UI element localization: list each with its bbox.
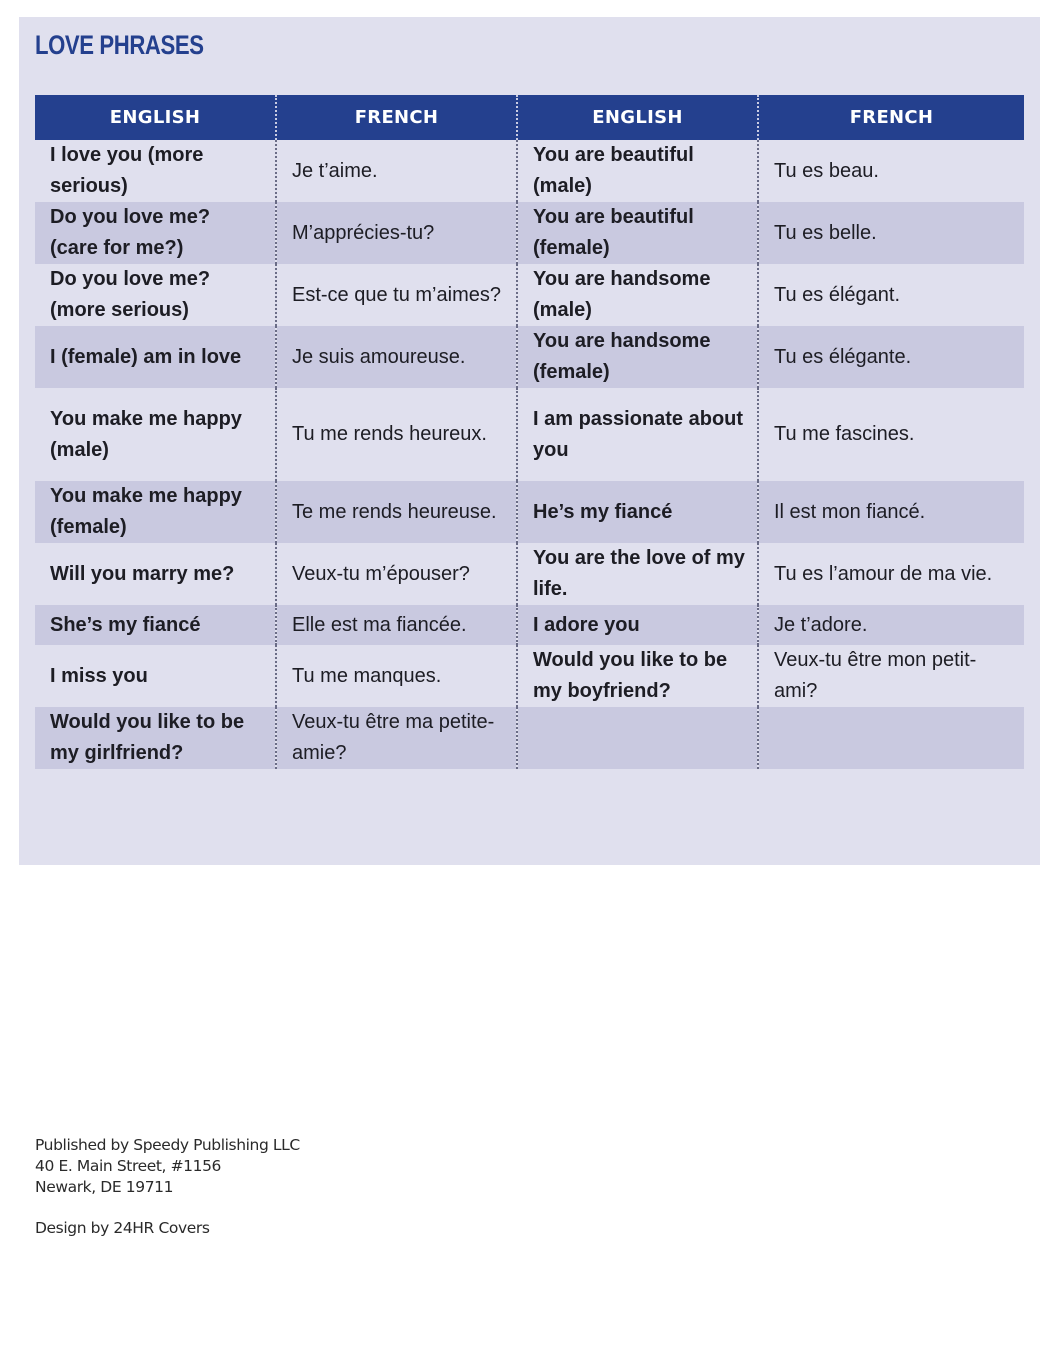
french-phrase: M’apprécies-tu? — [276, 202, 517, 264]
english-phrase: You are beautiful (male) — [517, 140, 758, 202]
table-row — [35, 264, 1024, 326]
french-phrase: Veux-tu m’épouser? — [276, 543, 517, 605]
english-phrase: You are handsome (female) — [517, 326, 758, 388]
publisher-address-line-1: 40 E. Main Street, #1156 — [35, 1157, 222, 1175]
french-phrase: Tu es beau. — [758, 140, 1024, 202]
table-header-row — [35, 95, 1024, 140]
french-phrase: Je t’adore. — [758, 605, 1024, 645]
table-row — [35, 707, 1024, 769]
french-phrase: Je suis amoureuse. — [276, 326, 517, 388]
design-credit: Design by 24HR Covers — [35, 1219, 210, 1237]
english-phrase: You are handsome (male) — [517, 264, 758, 326]
english-phrase: I am passionate about you — [517, 388, 758, 481]
french-phrase: Tu me manques. — [276, 645, 517, 707]
english-phrase: I (female) am in love — [35, 326, 276, 388]
column-header-english: ENGLISH — [517, 95, 758, 140]
publisher-footer — [35, 1135, 300, 1239]
french-phrase: Je t’aime. — [276, 140, 517, 202]
english-phrase: I miss you — [35, 645, 276, 707]
english-phrase: Would you like to be my girlfriend? — [35, 707, 276, 769]
footer-spacer — [35, 1198, 300, 1218]
french-phrase: Te me rends heureuse. — [276, 481, 517, 543]
table-row — [35, 326, 1024, 388]
table-row — [35, 543, 1024, 605]
english-phrase: I love you (more serious) — [35, 140, 276, 202]
publisher-address-line-2: Newark, DE 19711 — [35, 1178, 174, 1196]
english-phrase: You are the love of my life. — [517, 543, 758, 605]
french-phrase: Il est mon fiancé. — [758, 481, 1024, 543]
english-phrase: You make me happy (male) — [35, 388, 276, 481]
table-row — [35, 605, 1024, 645]
french-phrase: Tu me fascines. — [758, 388, 1024, 481]
english-phrase — [517, 707, 758, 769]
english-phrase: I adore you — [517, 605, 758, 645]
english-phrase: Would you like to be my boyfriend? — [517, 645, 758, 707]
phrases-table — [35, 95, 1024, 769]
column-header-english: ENGLISH — [35, 95, 276, 140]
english-phrase: You are beautiful (female) — [517, 202, 758, 264]
english-phrase: Will you marry me? — [35, 543, 276, 605]
english-phrase: Do you love me? (more serious) — [35, 264, 276, 326]
table-row — [35, 481, 1024, 543]
french-phrase — [758, 707, 1024, 769]
page-title: LOVE PHRASES — [35, 30, 204, 60]
table-row — [35, 388, 1024, 481]
french-phrase: Tu es l’amour de ma vie. — [758, 543, 1024, 605]
publisher-name: Published by Speedy Publishing LLC — [35, 1136, 300, 1154]
table-row — [35, 202, 1024, 264]
column-header-french: FRENCH — [276, 95, 517, 140]
french-phrase: Tu es élégant. — [758, 264, 1024, 326]
table-row — [35, 645, 1024, 707]
french-phrase: Tu es belle. — [758, 202, 1024, 264]
french-phrase: Est-ce que tu m’aimes? — [276, 264, 517, 326]
french-phrase: Veux-tu être ma petite-amie? — [276, 707, 517, 769]
english-phrase: He’s my fiancé — [517, 481, 758, 543]
english-phrase: She’s my fiancé — [35, 605, 276, 645]
french-phrase: Tu me rends heureux. — [276, 388, 517, 481]
table-row — [35, 140, 1024, 202]
french-phrase: Elle est ma fiancée. — [276, 605, 517, 645]
french-phrase: Tu es élégante. — [758, 326, 1024, 388]
english-phrase: Do you love me? (care for me?) — [35, 202, 276, 264]
french-phrase: Veux-tu être mon petit-ami? — [758, 645, 1024, 707]
english-phrase: You make me happy (female) — [35, 481, 276, 543]
column-header-french: FRENCH — [758, 95, 1024, 140]
